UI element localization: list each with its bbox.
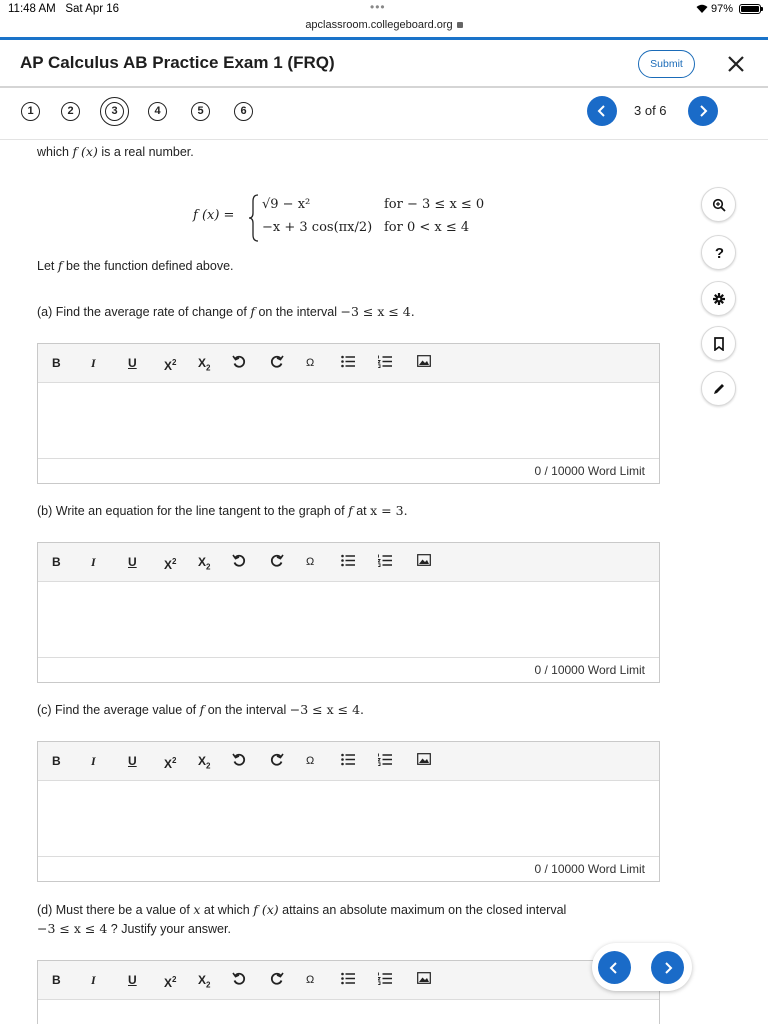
question-nav-5[interactable]: 5: [191, 102, 210, 121]
subscript-button[interactable]: $X_2$: [198, 555, 211, 572]
underline-button[interactable]: U: [128, 754, 137, 768]
part-b-prompt: (b) Write an equation for the line tangent to the graph of f at x = 3.: [37, 503, 408, 518]
part-a-editor: [37, 343, 660, 484]
function-lhs: f (x) =: [193, 208, 235, 223]
question-nav-3-label: 3: [105, 102, 124, 121]
piece1-expression: √9 − x²: [262, 197, 311, 212]
word-limit-counter: 0 / 10000 Word Limit: [534, 663, 645, 677]
superscript-button[interactable]: $X^2$: [164, 756, 177, 771]
brace-icon: [248, 194, 260, 242]
italic-button[interactable]: I: [91, 356, 96, 370]
special-char-button[interactable]: Ω: [306, 974, 315, 986]
superscript-button[interactable]: $X^2$: [164, 975, 177, 990]
redo-icon[interactable]: [270, 355, 284, 369]
part-b-editor: [37, 542, 660, 683]
subscript-button[interactable]: $X_2$: [198, 356, 211, 373]
more-dots-icon[interactable]: •••: [370, 0, 386, 14]
redo-icon[interactable]: [270, 554, 284, 568]
bullet-list-icon[interactable]: [341, 355, 355, 368]
question-nav-2[interactable]: 2: [61, 102, 80, 121]
part-c-editor: [37, 741, 660, 882]
status-bar: [0, 0, 768, 38]
settings-button[interactable]: [701, 281, 736, 316]
definition-text: Let f be the function defined above.: [37, 258, 234, 273]
bullet-list-icon[interactable]: [341, 753, 355, 766]
question-nav-1[interactable]: 1: [21, 102, 40, 121]
bold-button[interactable]: B: [52, 356, 61, 370]
undo-icon[interactable]: [232, 554, 246, 568]
close-icon[interactable]: [724, 52, 748, 76]
help-button[interactable]: [701, 235, 736, 270]
zoom-button[interactable]: [701, 187, 736, 222]
piece2-expression: −x + 3 cos(πx/2): [262, 220, 373, 235]
floating-next-button[interactable]: [651, 951, 684, 984]
piece1-condition: for − 3 ≤ x ≤ 0: [384, 197, 485, 212]
bullet-list-icon[interactable]: [341, 972, 355, 985]
chevron-right-icon: [662, 961, 674, 975]
previous-question-button[interactable]: [587, 96, 617, 126]
italic-button[interactable]: I: [91, 754, 96, 768]
bullet-list-icon[interactable]: [341, 554, 355, 567]
zoom-in-icon: [712, 198, 726, 212]
editor-footer: [38, 857, 659, 881]
undo-icon[interactable]: [232, 753, 246, 767]
annotate-button[interactable]: [701, 371, 736, 406]
editor-toolbar: [38, 742, 659, 781]
part-a-prompt: (a) Find the average rate of change of f on the interval −3 ≤ x ≤ 4.: [37, 304, 415, 319]
bookmark-button[interactable]: [701, 326, 736, 361]
part-a-answer-input[interactable]: [38, 383, 659, 459]
address-bar[interactable]: apclassroom.collegeboard.org: [0, 19, 768, 31]
floating-previous-button[interactable]: [598, 951, 631, 984]
special-char-button[interactable]: Ω: [306, 556, 315, 568]
superscript-button[interactable]: $X^2$: [164, 358, 177, 373]
question-nav-4[interactable]: 4: [148, 102, 167, 121]
italic-button[interactable]: I: [91, 973, 96, 987]
redo-icon[interactable]: [270, 972, 284, 986]
help-icon: ?: [714, 245, 725, 262]
editor-footer: [38, 658, 659, 682]
next-question-button[interactable]: [688, 96, 718, 126]
intro-text: which f (x) is a real number.: [37, 144, 194, 159]
wifi-icon: [696, 4, 708, 13]
subscript-button[interactable]: $X_2$: [198, 754, 211, 771]
superscript-button[interactable]: $X^2$: [164, 557, 177, 572]
numbered-list-icon[interactable]: [378, 753, 392, 766]
part-b-answer-input[interactable]: [38, 582, 659, 658]
piecewise-function: [193, 194, 523, 246]
bookmark-icon: [712, 337, 726, 351]
question-nav: [0, 90, 768, 140]
insert-image-icon[interactable]: [417, 554, 431, 566]
numbered-list-icon[interactable]: [378, 554, 392, 567]
lock-icon: [457, 22, 463, 28]
gear-icon: [712, 292, 726, 306]
bold-button[interactable]: B: [52, 754, 61, 768]
part-d-prompt: (d) Must there be a value of x at which f (x) attains an absolute maximum on the closed interval: [37, 902, 567, 917]
special-char-button[interactable]: Ω: [306, 357, 315, 369]
page-title: AP Calculus AB Practice Exam 1 (FRQ): [20, 53, 335, 72]
editor-toolbar: [38, 961, 659, 1000]
floating-nav: [592, 943, 692, 991]
part-d-editor: [37, 960, 660, 1024]
redo-icon[interactable]: [270, 753, 284, 767]
undo-icon[interactable]: [232, 972, 246, 986]
underline-button[interactable]: U: [128, 555, 137, 569]
part-d-answer-input[interactable]: [38, 1000, 659, 1024]
bold-button[interactable]: B: [52, 555, 61, 569]
question-nav-6[interactable]: 6: [234, 102, 253, 121]
question-count: 3 of 6: [634, 103, 667, 118]
italic-button[interactable]: I: [91, 555, 96, 569]
bold-button[interactable]: B: [52, 973, 61, 987]
part-d-prompt-line2: −3 ≤ x ≤ 4 ? Justify your answer.: [37, 921, 231, 936]
editor-footer: [38, 459, 659, 483]
editor-toolbar: [38, 543, 659, 582]
word-limit-counter: 0 / 10000 Word Limit: [534, 862, 645, 876]
battery-percent: 97%: [711, 3, 734, 15]
numbered-list-icon[interactable]: [378, 355, 392, 368]
chevron-right-icon: [697, 104, 709, 118]
underline-button[interactable]: U: [128, 973, 137, 987]
part-c-prompt: (c) Find the average value of f on the interval −3 ≤ x ≤ 4.: [37, 702, 364, 717]
question-nav-3[interactable]: [100, 97, 129, 126]
chevron-left-icon: [608, 961, 620, 975]
numbered-list-icon[interactable]: [378, 972, 392, 985]
battery-icon: [739, 4, 761, 14]
exam-header: [0, 40, 768, 88]
chevron-left-icon: [596, 104, 608, 118]
insert-image-icon[interactable]: [417, 753, 431, 765]
insert-image-icon[interactable]: [417, 355, 431, 367]
part-c-answer-input[interactable]: [38, 781, 659, 857]
insert-image-icon[interactable]: [417, 972, 431, 984]
subscript-button[interactable]: $X_2$: [198, 973, 211, 990]
editor-toolbar: [38, 344, 659, 383]
question-content: [0, 140, 768, 1024]
submit-button[interactable]: Submit: [638, 50, 695, 78]
special-char-button[interactable]: Ω: [306, 755, 315, 767]
undo-icon[interactable]: [232, 355, 246, 369]
status-time: 11:48 AM Sat Apr 16: [8, 3, 120, 15]
piece2-condition: for 0 < x ≤ 4: [384, 220, 470, 235]
word-limit-counter: 0 / 10000 Word Limit: [534, 464, 645, 478]
pencil-icon: [712, 382, 726, 396]
underline-button[interactable]: U: [128, 356, 137, 370]
